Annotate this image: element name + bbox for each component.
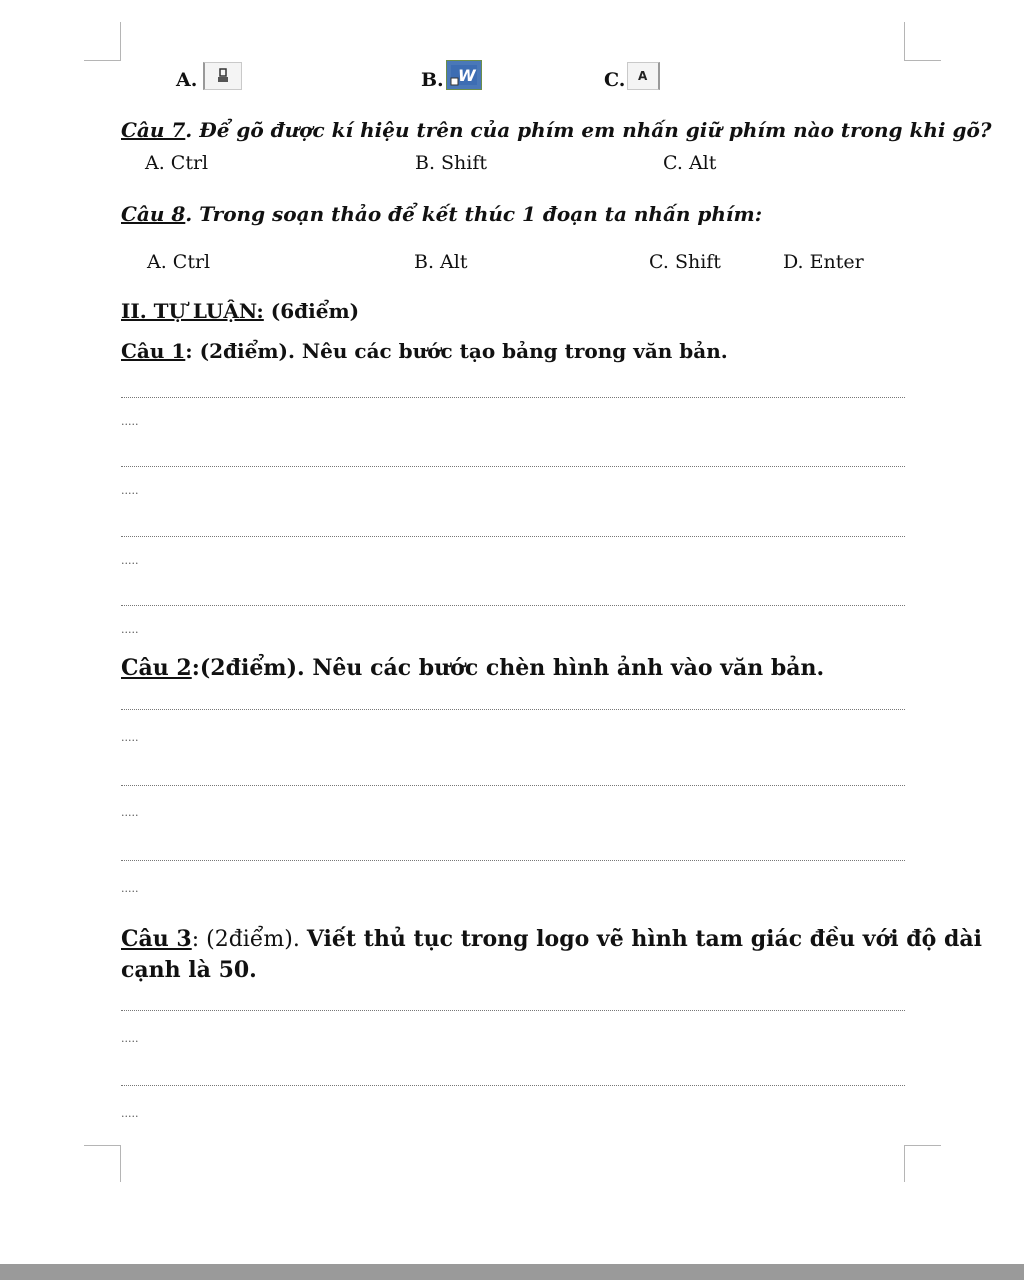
answer-line-tail: ..... <box>121 415 139 428</box>
essay-2-text: :(2điểm). Nêu các bước chèn hình ảnh vào văn bản. <box>191 655 825 681</box>
question-7-text: . Để gõ được kí hiệu trên của phím em nhấn giữ phím nào trong khi gõ? <box>185 118 992 142</box>
svg-text:W: W <box>458 66 476 85</box>
answer-line-tail: ..... <box>121 484 139 497</box>
section-heading <box>121 299 359 323</box>
essay-question-2 <box>121 655 824 681</box>
page-corner-bottom-left <box>84 1145 121 1182</box>
essay-question-3-line-2 <box>121 957 257 983</box>
q6-option-c: C. <box>604 69 626 91</box>
page-corner-top-left <box>84 22 121 61</box>
question-7 <box>121 118 992 142</box>
answer-line <box>121 709 905 710</box>
q7-option-a: A. Ctrl <box>145 152 209 174</box>
q7-option-b: B. Shift <box>415 152 488 174</box>
question-8 <box>121 202 762 226</box>
answer-line <box>121 397 905 398</box>
answer-line <box>121 536 905 537</box>
answer-line <box>121 785 905 786</box>
answer-line-tail: ..... <box>121 554 139 567</box>
page-corner-top-right <box>904 22 941 61</box>
essay-3-text-c: cạnh là 50. <box>121 957 257 983</box>
answer-line-tail: ..... <box>121 882 139 895</box>
q6-option-a: A. <box>176 69 198 91</box>
question-7-number: Câu 7 <box>121 118 186 142</box>
q7-option-c: C. Alt <box>663 152 717 174</box>
q8-option-d: D. Enter <box>783 251 864 273</box>
answer-line <box>121 860 905 861</box>
answer-line-tail: ..... <box>121 731 139 744</box>
svg-text:A: A <box>638 69 648 83</box>
answer-line <box>121 466 905 467</box>
essay-3-number: Câu 3 <box>121 926 192 952</box>
essay-question-1 <box>121 339 728 363</box>
answer-line <box>121 605 905 606</box>
essay-3-text-b: Viết thủ tục trong logo vẽ hình tam giác đều với độ dài <box>306 926 982 952</box>
answer-line-tail: ..... <box>121 1107 139 1120</box>
word-document-icon <box>446 60 482 90</box>
q8-option-a: A. Ctrl <box>147 251 211 273</box>
page-corner-bottom-right <box>904 1145 941 1182</box>
section-points: (6điểm) <box>263 299 360 323</box>
page-separator-bar <box>0 1264 1024 1280</box>
paint-brush-icon <box>203 62 242 90</box>
essay-2-number: Câu 2 <box>121 655 192 681</box>
answer-line <box>121 1010 905 1011</box>
q8-option-c: C. Shift <box>649 251 721 273</box>
answer-line <box>121 1085 905 1086</box>
answer-line-tail: ..... <box>121 623 139 636</box>
text-box-icon <box>627 62 660 90</box>
essay-1-number: Câu 1 <box>121 339 186 363</box>
essay-3-text-a: : (2điểm). <box>191 927 307 952</box>
answer-line-tail: ..... <box>121 806 139 819</box>
essay-question-3 <box>121 926 982 952</box>
answer-line-tail: ..... <box>121 1032 139 1045</box>
question-8-number: Câu 8 <box>121 202 186 226</box>
q8-option-b: B. Alt <box>414 251 468 273</box>
q6-option-b: B. <box>421 69 444 91</box>
essay-1-text: : (2điểm). Nêu các bước tạo bảng trong văn bản. <box>185 339 728 363</box>
section-title: II. TỰ LUẬN: <box>121 299 264 323</box>
question-8-text: . Trong soạn thảo để kết thúc 1 đoạn ta nhấn phím: <box>185 202 763 226</box>
